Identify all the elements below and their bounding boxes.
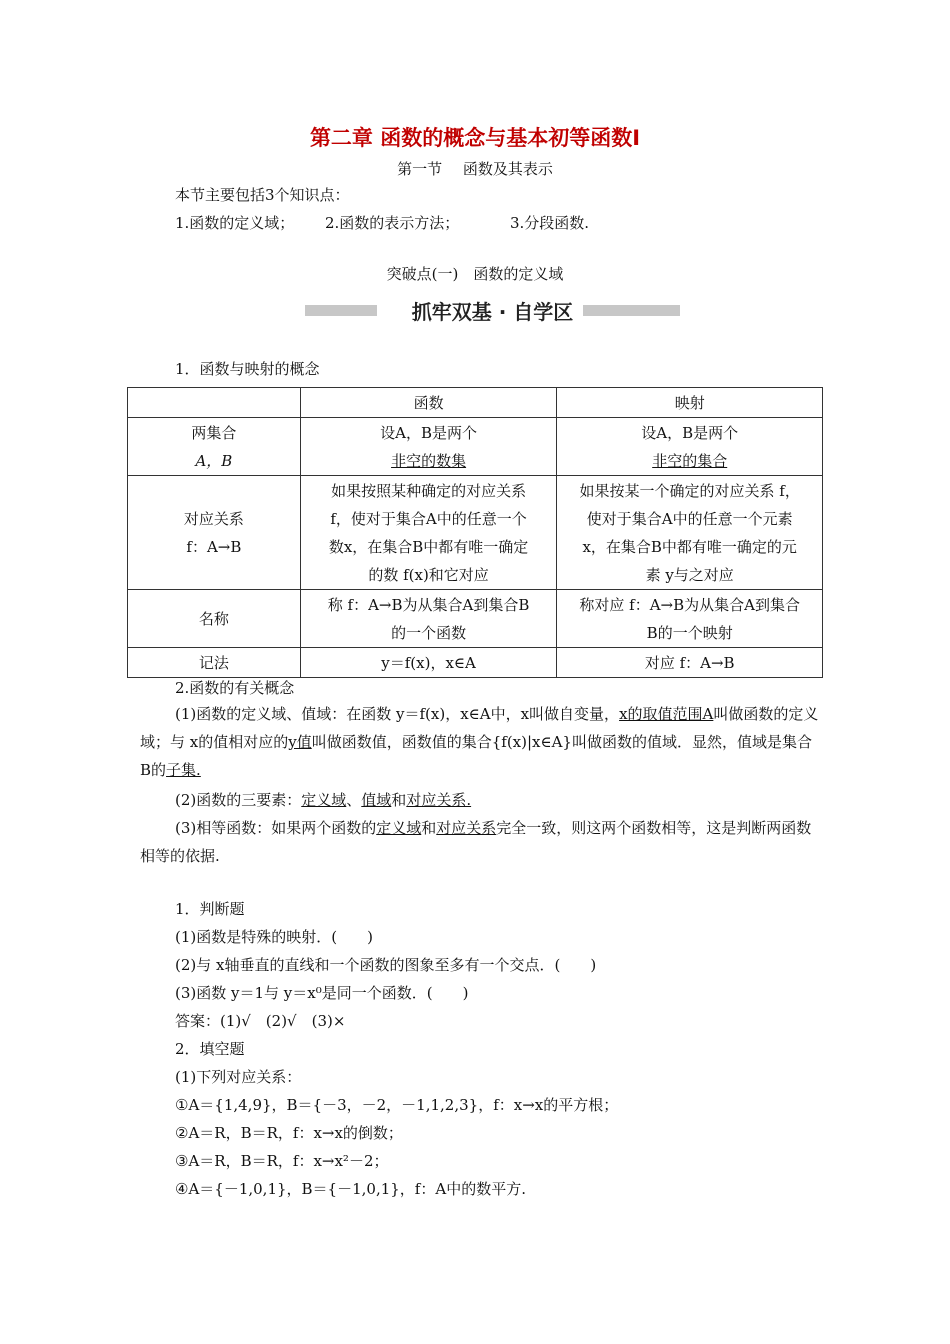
breakthrough-heading: 突破点(一) 函数的定义域 bbox=[386, 265, 564, 283]
mapping-cell: 称对应 f：A→B为从集合A到集合 B的一个映射 bbox=[557, 590, 823, 648]
mapping-cell: 如果按某一个确定的对应关系 f， 使对于集合A中的任意一个元素 x，在集合B中都有唯一确定的元 素 y与之对应 bbox=[557, 476, 823, 590]
function-cell: 称 f：A→B为从集合A到集合B 的一个函数 bbox=[300, 590, 557, 648]
concept-paragraph-2: (2)函数的三要素：定义域、值域和对应关系. bbox=[175, 791, 472, 809]
header-cell-empty bbox=[128, 388, 301, 418]
fill-item: ②A＝R，B＝R，f：x→x的倒数； bbox=[175, 1124, 403, 1142]
heading-1: 1．函数与映射的概念 bbox=[175, 360, 320, 378]
fill-title: 2．填空题 bbox=[175, 1040, 245, 1058]
section-number: 第一节 bbox=[397, 160, 443, 178]
table-row-name bbox=[128, 590, 823, 648]
table-header-row bbox=[128, 388, 823, 418]
fill-intro: (1)下列对应关系： bbox=[175, 1068, 302, 1086]
header-cell-function: 函数 bbox=[300, 388, 557, 418]
judge-item: (1)函数是特殊的映射．( ) bbox=[175, 928, 373, 946]
mapping-cell: 对应 f：A→B bbox=[557, 648, 823, 678]
header-cell-mapping: 映射 bbox=[557, 388, 823, 418]
point-2: 2.函数的表示方法； bbox=[325, 214, 460, 232]
table-row-sets bbox=[128, 418, 823, 476]
banner bbox=[305, 296, 680, 324]
function-cell: 如果按照某种确定的对应关系 f，使对于集合A中的任意一个 数x，在集合B中都有唯一确定 的数 f(x)和它对应 bbox=[300, 476, 557, 590]
concept-table bbox=[127, 387, 823, 678]
chapter-title: 第二章 函数的概念与基本初等函数Ⅰ bbox=[309, 126, 641, 150]
row-label: 记法 bbox=[128, 648, 301, 678]
judge-item: (2)与 x轴垂直的直线和一个函数的图象至多有一个交点．( ) bbox=[175, 956, 597, 974]
table-row-correspondence bbox=[128, 476, 823, 590]
fill-item: ④A＝{－1,0,1}，B＝{－1,0,1}，f：A中的数平方. bbox=[175, 1180, 526, 1198]
banner-text: 抓牢双基 · 自学区 bbox=[402, 300, 584, 324]
heading-2: 2.函数的有关概念 bbox=[175, 679, 295, 697]
judge-title: 1．判断题 bbox=[175, 900, 245, 918]
concept-paragraph-1: (1)函数的定义域、值域：在函数 y＝f(x)，x∈A中，x叫做自变量，x的取值范围A叫做函数的定义域；与 x的值相对应的y值叫做函数值，函数值的集合{f(x)|x∈A}叫做函数的值域．显然，值域是集合B的子集. bbox=[140, 705, 819, 779]
point-1: 1.函数的定义域； bbox=[175, 214, 295, 232]
row-label: 名称 bbox=[128, 590, 301, 648]
fill-item: ③A＝R，B＝R，f：x→x²－2； bbox=[175, 1152, 389, 1170]
function-cell: y＝f(x)，x∈A bbox=[300, 648, 557, 678]
judge-item: (3)函数 y＝1与 y＝x⁰是同一个函数．( ) bbox=[175, 984, 469, 1002]
section-heading bbox=[0, 158, 950, 179]
fill-item: ①A＝{1,4,9}，B＝{－3，－2，－1,1,2,3}，f：x→x的平方根； bbox=[175, 1096, 619, 1114]
point-3: 3.分段函数. bbox=[510, 214, 590, 232]
table-row-notation bbox=[128, 648, 823, 678]
intro-text: 本节主要包括3个知识点： bbox=[175, 186, 350, 204]
row-label: 两集合 A，B bbox=[128, 418, 301, 476]
mapping-cell: 设A，B是两个 非空的集合 bbox=[557, 418, 823, 476]
function-cell: 设A，B是两个 非空的数集 bbox=[300, 418, 557, 476]
concept-paragraph-3: (3)相等函数：如果两个函数的定义域和对应关系完全一致，则这两个函数相等，这是判断两函数相等的依据. bbox=[140, 819, 812, 865]
row-label: 对应关系 f：A→B bbox=[128, 476, 301, 590]
answer-line: 答案：(1)√ (2)√ (3)× bbox=[175, 1012, 346, 1030]
section-name: 函数及其表示 bbox=[462, 160, 553, 178]
